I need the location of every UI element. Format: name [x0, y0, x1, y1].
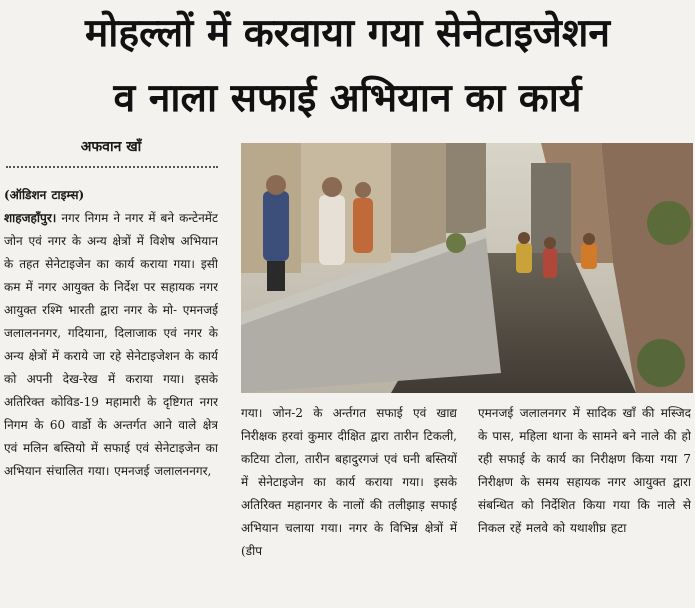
article-column-3 [478, 402, 691, 608]
article-column-1 [4, 184, 218, 608]
photo-drain-cleaning [241, 143, 693, 393]
byline: अफवान खाँ [80, 139, 142, 155]
agency-credit: (ऑडिशन टाइम्स) [4, 188, 85, 202]
column-3-text: एमनजई जलालनगर में सादिक खाँ की मस्जिद के पास, महिला थाना के सामने बने नाले की हो रही सफाई के कार्य का निरीक्षण किया गया 7 निरीक्षण के समय सहायक नगर आयुक्त द्वारा संबन्धित को निर्देशित किया गया कि नाले से निकल रहें मलवे को यथाशीघ्र हटा [478, 406, 691, 535]
dateline-place: शाहजहाँपुर। [4, 211, 57, 225]
news-photo [241, 143, 693, 393]
article-column-2 [241, 402, 457, 608]
byline-divider [6, 166, 218, 168]
column-1-text: नगर निगम ने नगर में बने कन्टेनमेंट जोन एवं नगर के अन्य क्षेत्रों में विशेष अभियान के तहत सेनेटाइजेन का कार्य कराया गया। इसी कम में नगर आयुक्त के निर्देश पर सहायक नगर आयुक्त रश्मि भारती द्वारा नगर के मो- एमनजई जलालननगर, गदियाना, दिलाजाक एवं नगर के अन्य क्षेत्रों में कराये जा रहे सेनेटाइजेशन के कार्य को अपनी देख-रेख में कराया गया। इसके अतिरिक्त कोविड-19 महामारी के दृष्टिगत नगर निगम के 60 वार्डो के अन्तर्गत आने वाले क्षेत्र एवं मलिन बस्तियो में सफाई एवं सेनेटाइजेन का अभियान संचालित गया। एमनजई जलालननगर, [4, 211, 218, 478]
column-2-text: गया। जोन-2 के अर्न्तगत सफाई एवं खाद्य निरीक्षक हरवां कुमार दीक्षित द्वारा तारीन टिकली, कटिया टोला, तारीन बहादुरगजं एवं घनी बस्तियों में सेनेटाइजेन का कार्य कराया गया। इसके अतिरिक्त महानगर के नालों की तलीझाड़ सफाई अभियान चलाया गया। नगर के विभिन्न क्षेत्रों में (डीप [241, 406, 457, 558]
headline-line-2: व नाला सफाई अभियान का कार्य [113, 76, 582, 121]
column-1-paragraph [4, 207, 218, 483]
headline-line-1: मोहल्लों में करवाया गया सेनेटाइजेशन [84, 11, 610, 56]
